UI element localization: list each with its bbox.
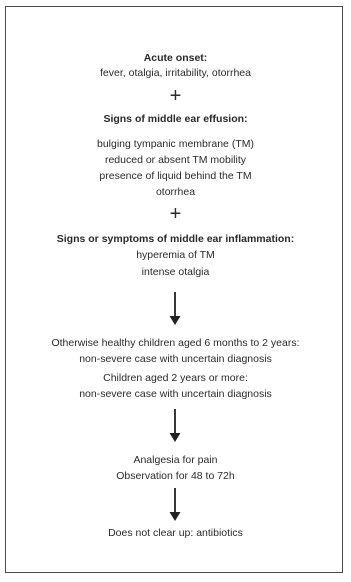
effusion-title: Signs of middle ear effusion: xyxy=(103,113,248,125)
eligibility-group2-detail: non-severe case with uncertain diagnosis xyxy=(79,388,272,400)
acute-onset-title: Acute onset: xyxy=(143,52,208,64)
eligibility-group1-title: Otherwise healthy children aged 6 months to 2 years: xyxy=(51,337,300,349)
effusion-item: otorrhea xyxy=(155,186,196,198)
acute-onset-detail: fever, otalgia, irritability, otorrhea xyxy=(100,67,251,79)
plus-symbol-1: + xyxy=(169,85,182,107)
outcome-antibiotics: Does not clear up: antibiotics xyxy=(108,527,243,539)
plus-symbol-2: + xyxy=(169,203,182,225)
eligibility-group2-title: Children aged 2 years or more: xyxy=(103,372,248,384)
effusion-item: presence of liquid behind the TM xyxy=(99,170,252,182)
inflammation-title: Signs or symptoms of middle ear inflammation: xyxy=(56,233,295,245)
down-arrow-icon xyxy=(169,292,181,324)
management-analgesia: Analgesia for pain xyxy=(133,454,218,466)
effusion-item: reduced or absent TM mobility xyxy=(104,154,247,166)
inflammation-item: hyperemia of TM xyxy=(136,249,215,261)
eligibility-group1-detail: non-severe case with uncertain diagnosis xyxy=(79,353,272,365)
inflammation-item: intense otalgia xyxy=(141,266,210,278)
down-arrow-icon xyxy=(169,488,181,520)
effusion-item: bulging tympanic membrane (TM) xyxy=(97,138,254,150)
management-observation: Observation for 48 to 72h xyxy=(116,470,235,482)
down-arrow-icon xyxy=(169,409,181,441)
